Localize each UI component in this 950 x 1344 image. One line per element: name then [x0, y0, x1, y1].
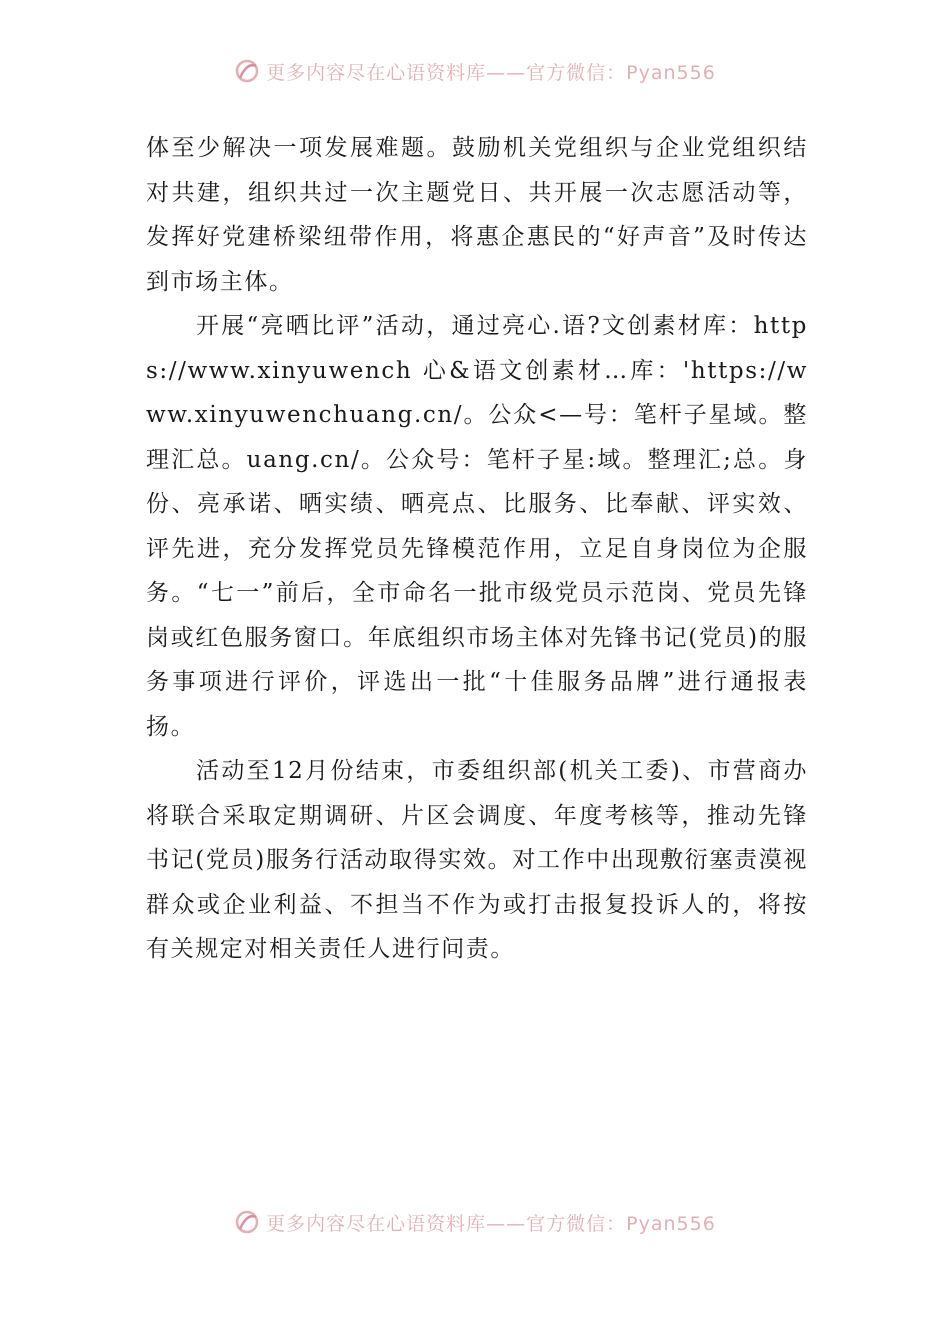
paragraph-1: 体至少解决一项发展难题。鼓励机关党组织与企业党组织结对共建，组织共过一次主题党日、共开展一次志愿活动等，发挥好党建桥梁纽带作用，将惠企惠民的“好声音”及时传达到市场主体。	[146, 135, 808, 295]
document-body	[146, 126, 808, 972]
footer-watermark	[0, 1207, 950, 1237]
watermark-text: 更多内容尽在心语资料库——官方微信：Pyan556	[266, 61, 716, 84]
paragraph-3: 活动至12月份结束，市委组织部(机关工委)、市营商办将联合采取定期调研、片区会调度、年度考核等，推动先锋书记(党员)服务行活动取得实效。对工作中出现敷衍塞责漠视群众或企业利益、不担当不作为或打击报复投诉人的，将按有关规定对相关责任人进行问责。	[146, 758, 808, 962]
watermark-text: 更多内容尽在心语资料库——官方微信：Pyan556	[266, 1212, 716, 1235]
paragraph-2: 开展“亮晒比评”活动，通过亮心.语?文创素材库：https://www.xinyuwench 心&语文创素材…库：'https://www.xinyuwenchuang.cn/。公众<—号：笔杆子星域。整理汇总。uang.cn/。公众号：笔杆子星:域。整理汇;总。身份、亮承诺、晒实绩、晒亮点、比服务、比奉献、评实效、评先进，充分发挥党员先锋模范作用，立足自身岗位为企服务。“七一”前后，全市命名一批市级党员示范岗、党员先锋岗或红色服务窗口。年底组织市场主体对先锋书记(党员)的服务事项进行评价，评选出一批“十佳服务品牌”进行通报表扬。	[146, 313, 808, 740]
header-watermark	[0, 56, 950, 86]
logo-icon	[234, 58, 260, 84]
logo-icon	[234, 1209, 260, 1235]
